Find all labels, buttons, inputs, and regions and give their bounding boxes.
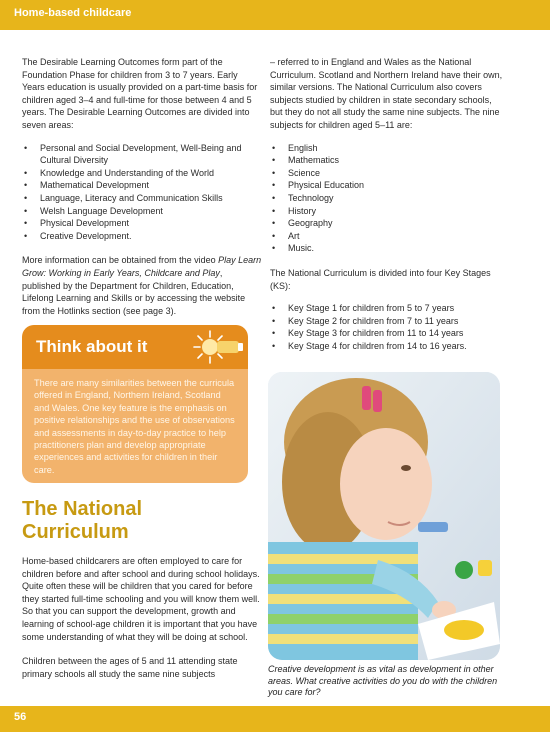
subjects-list bbox=[270, 142, 506, 255]
list-item: • English bbox=[270, 142, 506, 155]
think-box-title: Think about it bbox=[36, 337, 148, 356]
more-info-paragraph bbox=[22, 254, 262, 317]
list-item: • Geography bbox=[270, 217, 506, 230]
list-item: • Language, Literacy and Communication Skills bbox=[22, 192, 262, 205]
nc-paragraph-2: Children between the ages of 5 and 11 attending state primary schools all study the same nine subjects bbox=[22, 656, 238, 679]
more-info-suffix: , published by the Department for Children, Education, Lifelong Learning and Skills or by accessing the website from the Hotlinks section (see page 3). bbox=[22, 267, 246, 316]
page-number: 56 bbox=[14, 711, 27, 723]
continuation-paragraph: – referred to in England and Wales as the National Curriculum. Scotland and Northern Ireland have their own, similar versions. The National Curriculum also covers subjects studied by children in state secondary schools, but they do not all study the same nine subjects. The nine subjects for children aged 5–11 are: bbox=[270, 57, 503, 130]
list-item: • Physical Development bbox=[22, 217, 262, 230]
child-painting-photo bbox=[268, 372, 500, 660]
section-heading: The National Curriculum bbox=[22, 498, 143, 543]
intro-paragraph: The Desirable Learning Outcomes form part of the Foundation Phase for children from 3 to 7 years. Early Years education is usually provided on a part-time basis for children aged 3–4 and full-time for those between 4 and 5 years. The Desirable Learning Outcomes are divided into seven areas: bbox=[22, 57, 258, 130]
list-item: • Art bbox=[270, 230, 506, 243]
list-item: • Mathematical Development bbox=[22, 179, 262, 192]
list-item: • Welsh Language Development bbox=[22, 205, 262, 218]
footer-bar bbox=[0, 706, 550, 732]
list-item: • Key Stage 1 for children from 5 to 7 years bbox=[270, 302, 506, 315]
photo-illustration bbox=[268, 372, 500, 660]
key-stages-intro: The National Curriculum is divided into four Key Stages (KS): bbox=[270, 267, 491, 291]
running-header-title: Home-based childcare bbox=[14, 7, 132, 19]
list-item: • Knowledge and Understanding of the World bbox=[22, 167, 262, 180]
national-curriculum-text bbox=[22, 555, 262, 680]
list-item: • Physical Education bbox=[270, 179, 506, 192]
photo-caption: Creative development is as vital as development in other areas. What creative activities do you do with the children you care for? bbox=[268, 664, 498, 698]
learning-areas-list bbox=[22, 142, 262, 243]
list-item: • Science bbox=[270, 167, 506, 180]
list-item: • Music. bbox=[270, 242, 506, 255]
right-column bbox=[270, 56, 506, 364]
key-stages-list bbox=[270, 302, 506, 352]
left-column bbox=[22, 56, 262, 317]
list-item: • History bbox=[270, 205, 506, 218]
think-box-text: There are many similarities between the curricula offered in England, Northern Ireland, Scotland and Wales. One key feature is the emphasis on positive relationships and the use of observations and assessments in day-to-day practice to help practitioners plan and develop appropriate experiences and activities for children in their care. bbox=[34, 378, 235, 475]
list-item: • Key Stage 2 for children from 7 to 11 years bbox=[270, 315, 506, 328]
lightbulb-icon bbox=[188, 329, 248, 365]
list-item: • Creative Development. bbox=[22, 230, 262, 243]
video-title: Play Learn Grow: Working in Early Years, Childcare and Play bbox=[22, 255, 262, 278]
think-box-header bbox=[22, 325, 248, 369]
list-item: • Technology bbox=[270, 192, 506, 205]
list-item: • Key Stage 3 for children from 11 to 14 years bbox=[270, 327, 506, 340]
header-bar bbox=[0, 0, 550, 30]
list-item: • Personal and Social Development, Well-Being and Cultural Diversity bbox=[22, 142, 262, 167]
nc-paragraph-1: Home-based childcarers are often employed to care for children before and after school and during school holidays. Quite often these will be children that you cared for before they started full-time schooling and you will know them well. So that you can support the development, growth and learning of school-age children it is important that you have some understanding of what they will be doing at school. bbox=[22, 556, 260, 642]
more-info-prefix: More information can be obtained from the video bbox=[22, 255, 219, 266]
think-about-it-box bbox=[22, 325, 248, 483]
list-item: • Mathematics bbox=[270, 154, 506, 167]
list-item: • Key Stage 4 for children from 14 to 16 years. bbox=[270, 340, 506, 353]
